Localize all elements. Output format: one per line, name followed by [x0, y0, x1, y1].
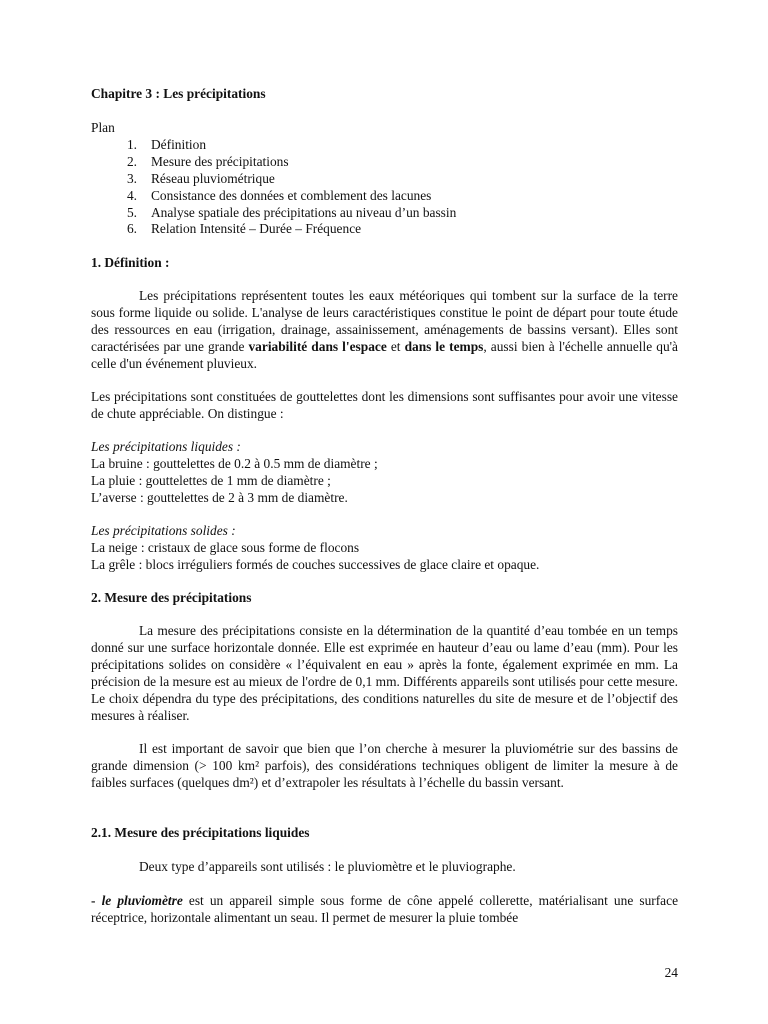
plan-section [91, 120, 678, 238]
section-2-1-paragraph-1: Deux type d’appareils sont utilisés : le pluviomètre et le pluviographe. [139, 859, 516, 874]
solid-label: Les précipitations solides : [91, 523, 236, 538]
plan-item-text: Mesure des précipitations [151, 153, 289, 169]
chapter-title: Chapitre 3 : Les précipitations [91, 86, 266, 101]
section-1-paragraph-1: Les précipitations représentent toutes les eaux météoriques qui tombent sur la surface de la terre sous forme liquide ou solide. L'analyse de leurs caractéristiques constitue le point de départ pour toute étude des ressources en eau (irrigation, drainage, assainissement, aménagements de bassins versant). Elles sont caractérisées par une grande variabilité dans l'espace et dans le temps, aussi bien à l'échelle annuelle qu'à celle d'un événement pluvieux. [91, 288, 678, 371]
solid-line: La grêle : blocs irréguliers formés de couches successives de glace claire et opaque. [91, 556, 540, 572]
plan-item-text: Relation Intensité – Durée – Fréquence [151, 221, 362, 237]
section-2-1-paragraph-2: - le pluviomètre est un appareil simple sous forme de cône appelé collerette, matérialisant une surface réceptrice, horizontale alimentant un seau. Il permet de mesurer la pluie tombée [91, 893, 679, 925]
section-2-heading: 2. Mesure des précipitations [91, 590, 252, 605]
plan-item: 5. Analyse spatiale des précipitations au niveau d’un bassin [126, 204, 457, 220]
plan-item-text: Consistance des données et comblement des lacunes [151, 187, 432, 203]
section-2-paragraph-1: La mesure des précipitations consiste en la détermination de la quantité d’eau tombée en un temps donné sur une surface horizontale donnée. Elle est exprimée en hauteur d’eau ou lame d’eau (mm). Pour les précipitations solides on considère « l’équivalent en eau » après la fonte, également exprimée en mm. La précision de la mesure est au mieux de l'ordre de 0,1 mm. Différents appareils sont utilisés pour cette mesure. Le choix dépendra du type des précipitations, des conditions naturelles du site de mesure et de l’objectif des mesures à réaliser. [91, 623, 678, 723]
page-number: 24 [664, 965, 678, 980]
plan-list [91, 137, 678, 238]
section-2-paragraph-2: Il est important de savoir que bien que l’on cherche à mesurer la pluviométrie sur des bassins de grande dimension (> 100 km² parfois), des considérations techniques obligent de limiter la mesure à de faibles surfaces (quelques dm²) et d’extrapoler les résultats à l’échelle du bassin versant. [91, 741, 678, 790]
liquid-line: L’averse : gouttelettes de 2 à 3 mm de diamètre. [91, 489, 348, 505]
plan-item: 1. Définition [126, 136, 207, 152]
plan-item: 6. Relation Intensité – Durée – Fréquence [126, 221, 362, 237]
solid-precipitation-block [91, 523, 678, 574]
plan-item-text: Définition [151, 136, 207, 152]
plan-item-text: Réseau pluviométrique [151, 170, 275, 186]
plan-item: 2. Mesure des précipitations [126, 153, 289, 169]
solid-line: La neige : cristaux de glace sous forme de flocons [91, 539, 360, 555]
liquid-line: La pluie : gouttelettes de 1 mm de diamètre ; [91, 472, 331, 488]
emphasis-time: dans le temps [404, 338, 484, 354]
liquid-line: La bruine : gouttelettes de 0.2 à 0.5 mm de diamètre ; [91, 455, 378, 471]
section-1-paragraph-2: Les précipitations sont constituées de gouttelettes dont les dimensions sont suffisantes pour avoir une vitesse de chute appréciable. On distingue : [91, 389, 678, 421]
liquid-precipitation-block [91, 439, 678, 507]
term-pluviometre: le pluviomètre [101, 893, 183, 908]
section-1-heading: 1. Définition : [91, 255, 170, 270]
section-2-1-heading: 2.1. Mesure des précipitations liquides [91, 825, 310, 840]
liquid-label: Les précipitations liquides : [91, 439, 241, 454]
emphasis-space: variabilité dans l'espace [248, 338, 387, 354]
plan-item-text: Analyse spatiale des précipitations au niveau d’un bassin [151, 204, 457, 220]
plan-item: 3. Réseau pluviométrique [126, 170, 275, 186]
plan-item: 4. Consistance des données et comblement des lacunes [126, 187, 432, 203]
plan-label: Plan [91, 120, 115, 135]
